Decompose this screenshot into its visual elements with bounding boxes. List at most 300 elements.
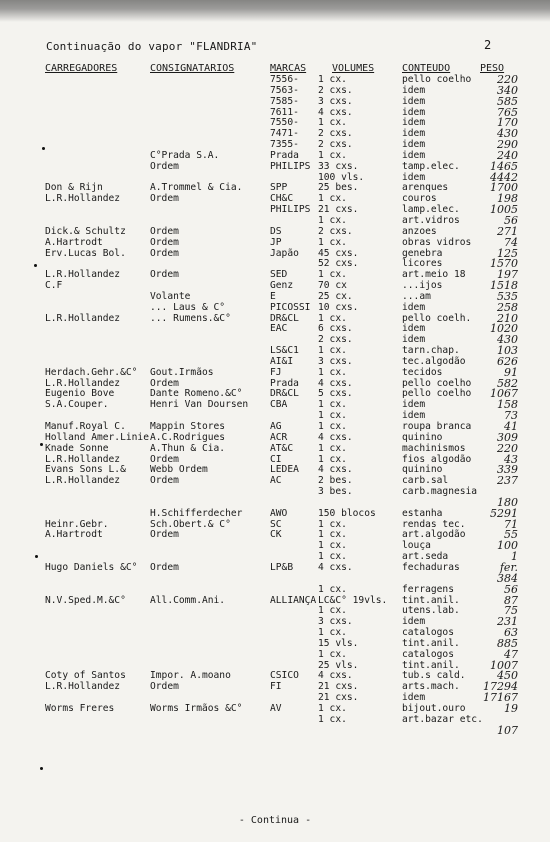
cell-volumes: 1 cx. [318, 529, 347, 541]
cell-content: fios algodão [402, 453, 472, 465]
continuation-note: - Continua - [238, 815, 312, 826]
cell-content: roupa branca [402, 421, 472, 432]
cell-content: anzoes [402, 225, 437, 237]
cell-content: ferragens [402, 583, 454, 595]
cell-weight: 220 [497, 73, 518, 86]
cell-content: art.bazar etc. [402, 713, 483, 725]
cell-shipper: Dick.& Schultz [45, 225, 126, 237]
cell-volumes: 1 cx. [318, 366, 347, 378]
cell-shipper: A.Hartrodt [45, 529, 103, 541]
cell-marks: SED [270, 269, 288, 281]
cell-volumes: 6 cxs. [318, 323, 353, 335]
scan-smudge [0, 0, 550, 22]
cell-volumes: 2 cxs. [318, 139, 353, 151]
cell-volumes: 1 cx. [318, 193, 347, 205]
cell-volumes: 1 cx. [318, 421, 347, 432]
table-row [0, 571, 550, 585]
cell-weight: 1570 [490, 257, 518, 271]
cell-marks: Japão [270, 247, 299, 259]
cell-consignee: Ordem [150, 681, 179, 693]
cell-content: louça [402, 540, 431, 552]
cell-marks: CH&C [270, 193, 294, 205]
cell-shipper: Evans Sons L.& [45, 464, 126, 476]
cell-content: pello coelho [402, 388, 472, 400]
cell-content: idem [402, 692, 426, 704]
cell-weight: 1005 [490, 203, 518, 217]
cell-consignee: Volante [150, 290, 191, 302]
table-row [0, 560, 550, 574]
cell-consignee: Ordem [150, 247, 179, 259]
cell-marks: Genz [270, 280, 294, 292]
cell-weight: 73 [504, 409, 518, 423]
cell-volumes: 3 cxs. [318, 616, 353, 628]
cell-marks: CBA [270, 399, 288, 411]
cell-marks: AT&C [270, 442, 294, 454]
cell-volumes: LC&C° 19vls. [318, 594, 388, 606]
cell-shipper: Coty of Santos [45, 670, 126, 682]
table-row [0, 94, 550, 108]
table-row [0, 723, 550, 737]
cell-weight: 17294 [483, 680, 518, 694]
cell-weight: 87 [504, 593, 518, 607]
table-row [0, 365, 550, 379]
cell-weight: 290 [497, 138, 518, 152]
cell-volumes: 21 cxs. [318, 681, 359, 693]
cell-volumes: 1 cx. [318, 214, 347, 226]
cell-shipper: Don & Rijn [45, 182, 103, 194]
cell-weight: 43 [504, 452, 518, 466]
cell-content: idem [402, 301, 426, 313]
cell-content: tec.algodão [402, 355, 466, 367]
cell-weight: 1465 [490, 159, 518, 173]
cell-weight: 340 [497, 83, 518, 97]
ink-dot [34, 264, 37, 267]
cell-weight: 1067 [490, 387, 518, 401]
cell-consignee: Gout.Irmãos [150, 366, 214, 378]
cell-weight: 125 [497, 246, 518, 260]
table-row [0, 205, 550, 216]
cell-content: tamp.elec. [402, 160, 460, 172]
cell-volumes: 1 cx. [318, 713, 347, 725]
cell-weight: 258 [497, 300, 518, 314]
cell-content: quinino [402, 464, 443, 476]
cell-marks: Prada [270, 377, 299, 389]
cell-consignee: Henri Van Doursen [150, 399, 249, 411]
cell-consignee: Ordem [150, 160, 179, 172]
cell-weight: 309 [497, 430, 518, 444]
cell-shipper: Erv.Lucas Bol. [45, 247, 126, 259]
cell-volumes: 1 cx. [318, 117, 347, 129]
cell-marks: 7585- [270, 95, 299, 107]
cell-content: licores [402, 258, 443, 270]
column-header-weight: PESO [480, 63, 505, 74]
cell-volumes: 1 cx. [318, 551, 347, 563]
cell-weight: 535 [497, 289, 518, 303]
cell-weight: 240 [497, 148, 518, 162]
cell-volumes: 21 cxs. [318, 692, 359, 704]
page-title: Continuação do vapor "FLANDRIA" [46, 40, 258, 53]
cell-weight: 74 [504, 235, 518, 249]
ink-dot [40, 443, 43, 446]
cell-marks: E [270, 290, 276, 302]
cell-marks: 7355- [270, 139, 299, 151]
cell-content: couros [402, 193, 437, 205]
cell-weight: 450 [497, 669, 518, 683]
cell-weight: 107 [497, 723, 518, 737]
cell-weight: 585 [497, 94, 518, 108]
cell-content: arts.mach. [402, 681, 460, 693]
cell-volumes: 3 cxs. [318, 95, 353, 107]
table-row [0, 636, 550, 650]
cell-weight: 271 [497, 224, 518, 238]
cell-content: catalogos [402, 648, 454, 660]
cell-volumes: 25 vls. [318, 659, 359, 671]
cell-weight: 75 [504, 604, 518, 618]
table-row [0, 628, 550, 639]
cell-volumes: 1 cx. [318, 518, 347, 530]
cell-content: idem [402, 399, 426, 411]
cell-content: pello coelho [402, 377, 472, 389]
ink-dot [40, 767, 43, 770]
cell-shipper: L.R.Hollandez [45, 312, 121, 324]
cell-consignee: A.Trommel & Cia. [150, 182, 243, 194]
cell-weight: 4442 [490, 170, 518, 184]
cell-volumes: 1 cx. [318, 627, 347, 639]
cell-volumes: 4 cxs. [318, 106, 353, 118]
cell-weight: 1700 [490, 181, 518, 195]
cell-content: arenques [402, 182, 449, 194]
cell-volumes: 4 cxs. [318, 431, 353, 443]
cell-consignee: H.Schifferdecher [150, 507, 243, 519]
cell-weight: 430 [497, 127, 518, 141]
cell-volumes: 1 cx. [318, 399, 347, 411]
ink-dot [35, 555, 38, 558]
cell-content: idem [402, 410, 426, 422]
cell-weight: 1518 [490, 279, 518, 293]
cell-content: idem [402, 171, 426, 183]
table-row [0, 715, 550, 726]
cell-weight: 19 [504, 701, 518, 715]
cell-weight: 1 [511, 550, 518, 564]
cell-consignee: Worms Irmãos &C° [150, 702, 243, 714]
table-row [0, 682, 550, 693]
cell-consignee: A.C.Rodrigues [150, 431, 226, 443]
cell-content: genebra [402, 247, 443, 259]
cell-shipper: Manuf.Royal C. [45, 421, 126, 432]
cell-volumes: 100 vls. [318, 171, 365, 183]
cell-shipper: Heinr.Gebr. [45, 518, 109, 530]
cell-volumes: 1 cx. [318, 345, 347, 357]
table-row [0, 593, 550, 607]
cell-volumes: 1 cx. [318, 540, 347, 552]
cell-marks: ACR [270, 431, 288, 443]
cell-volumes: 1 cx. [318, 149, 347, 161]
cell-marks: CSICO [270, 670, 299, 682]
table-row [0, 606, 550, 617]
cell-volumes: 4 cxs. [318, 561, 353, 573]
cell-volumes: 1 cx. [318, 410, 347, 422]
cell-content: machinismos [402, 442, 466, 454]
cell-content: tecidos [402, 366, 443, 378]
cell-marks: DS [270, 225, 282, 237]
cell-weight: 339 [497, 463, 518, 477]
cell-consignee: Ordem [150, 193, 179, 205]
cell-shipper: L.R.Hollandez [45, 269, 121, 281]
cell-content: idem [402, 616, 426, 628]
table-row [0, 441, 550, 455]
cell-shipper: L.R.Hollandez [45, 475, 121, 487]
cell-content: ...am [402, 290, 431, 302]
cell-marks: 7611- [270, 106, 299, 118]
cell-consignee: A.Thun & Cia. [150, 442, 226, 454]
cell-marks: PICOSSI [270, 301, 311, 313]
table-row [0, 324, 550, 335]
cell-weight: 5291 [490, 506, 518, 520]
cell-volumes: 1 cx. [318, 74, 347, 85]
cell-volumes: 2 cxs. [318, 334, 353, 346]
cell-marks: LEDEA [270, 464, 299, 476]
cell-weight: 170 [497, 116, 518, 130]
cell-marks: FI [270, 681, 282, 693]
cell-volumes: 3 bes. [318, 486, 353, 498]
cell-content: idem [402, 117, 426, 129]
cell-marks: SC [270, 518, 282, 530]
cell-weight: 91 [504, 365, 518, 379]
cell-volumes: 5 cxs. [318, 388, 353, 400]
cell-shipper: Hugo Daniels &C° [45, 561, 138, 573]
cell-marks: 7556- [270, 74, 299, 85]
cell-volumes: 25 cx. [318, 290, 353, 302]
cell-content: tint.anil. [402, 659, 460, 671]
cell-weight: 210 [497, 311, 518, 325]
cell-marks: PHILIPS [270, 204, 311, 216]
cell-marks: AWO [270, 507, 288, 519]
cell-volumes: 4 cxs. [318, 377, 353, 389]
cell-volumes: 1 cx. [318, 236, 347, 248]
cell-weight: 17167 [483, 691, 518, 705]
column-header-content: CONTEUDO [402, 63, 451, 74]
cell-consignee: ... Rumens.&C° [150, 312, 231, 324]
cell-marks: CK [270, 529, 282, 541]
column-header-consignee: CONSIGNATARIOS [150, 63, 235, 74]
cell-volumes: 15 vls. [318, 637, 359, 649]
cell-weight: 231 [497, 615, 518, 629]
cell-content: quinino [402, 431, 443, 443]
cell-volumes: 1 cx. [318, 312, 347, 324]
cell-volumes: 70 cx [318, 280, 347, 292]
cell-content: tub.s cald. [402, 670, 466, 682]
cell-marks: EAC [270, 323, 288, 335]
cell-volumes: 1 cx. [318, 605, 347, 617]
cell-weight: 626 [497, 354, 518, 368]
cell-volumes: 1 cx. [318, 453, 347, 465]
cell-weight: 765 [497, 105, 518, 119]
cell-weight: 56 [504, 582, 518, 596]
ink-dot [42, 147, 45, 150]
table-row [0, 235, 550, 249]
cell-consignee: Webb Ordem [150, 464, 208, 476]
cell-content: bijout.ouro [402, 702, 466, 714]
cell-weight: 1007 [490, 658, 518, 672]
cell-weight: 55 [504, 528, 518, 542]
cell-shipper: L.R.Hollandez [45, 377, 121, 389]
cell-volumes: 3 cxs. [318, 355, 353, 367]
column-header-shipper: CARREGADORES [45, 63, 118, 74]
cell-marks: PHILIPS [270, 160, 311, 172]
cell-volumes: 1 cx. [318, 583, 347, 595]
cell-weight: 41 [504, 420, 518, 433]
cell-consignee: Ordem [150, 529, 179, 541]
table-row [0, 400, 550, 411]
cell-weight: 180 [497, 495, 518, 509]
cell-marks: JP [270, 236, 282, 248]
cell-content: idem [402, 95, 426, 107]
cell-marks: 7471- [270, 128, 299, 140]
cell-content: tint.anil. [402, 637, 460, 649]
cell-content: catalogos [402, 627, 454, 639]
page-number: 2 [484, 38, 492, 52]
cell-weight: 1020 [490, 322, 518, 336]
cell-content: idem [402, 149, 426, 161]
cell-shipper: L.R.Hollandez [45, 681, 121, 693]
cell-shipper: Eugenio Bove [45, 388, 115, 400]
cell-content: utens.lab. [402, 605, 460, 617]
cell-content: idem [402, 128, 426, 140]
cell-content: idem [402, 323, 426, 335]
cell-consignee: Ordem [150, 453, 179, 465]
cell-volumes: 1 cx. [318, 269, 347, 281]
cell-marks: AV [270, 702, 282, 714]
cell-weight: 47 [504, 647, 518, 661]
cell-volumes: 2 cxs. [318, 225, 353, 237]
cell-volumes: 21 cxs. [318, 204, 359, 216]
cell-weight: 198 [497, 192, 518, 206]
cell-weight: 237 [497, 474, 518, 488]
cell-content: rendas tec. [402, 518, 466, 530]
cell-content: idem [402, 84, 426, 96]
cell-marks: SPP [270, 182, 288, 194]
cell-content: tarn.chap. [402, 345, 460, 357]
cell-weight: 103 [497, 344, 518, 358]
cell-volumes: 1 cx. [318, 648, 347, 660]
cell-marks: 7550- [270, 117, 299, 129]
table-row [0, 530, 550, 541]
cell-weight: 71 [504, 517, 518, 531]
cell-marks: LP&B [270, 561, 294, 573]
cell-consignee: Impor. A.moano [150, 670, 231, 682]
cell-marks: AG [270, 421, 282, 432]
cell-weight: 56 [504, 213, 518, 227]
cell-shipper: N.V.Sped.M.&C° [45, 594, 126, 606]
cell-weight: 197 [497, 268, 518, 282]
cell-content: ...ijos [402, 280, 443, 292]
cell-volumes: 1 cx. [318, 442, 347, 454]
cell-marks: DR&CL [270, 312, 299, 324]
table-row [0, 487, 550, 498]
cell-shipper: C.F [45, 280, 63, 292]
cell-content: art.vidros [402, 214, 460, 226]
cell-content: lamp.elec. [402, 204, 460, 216]
cell-content: fechaduras [402, 561, 460, 573]
cell-volumes: 25 bes. [318, 182, 359, 194]
cell-shipper: Herdach.Gehr.&C° [45, 366, 138, 378]
cell-weight: 384 [497, 571, 518, 585]
cell-weight: 100 [497, 539, 518, 553]
cell-volumes: 150 blocos [318, 507, 376, 519]
cell-consignee: C°Prada S.A. [150, 149, 220, 161]
cell-consignee: Mappin Stores [150, 421, 226, 432]
cell-weight: 430 [497, 333, 518, 347]
cell-content: pello coelho [402, 74, 472, 85]
table-row [0, 647, 550, 661]
cell-content: carb.sal [402, 475, 449, 487]
table-row [0, 541, 550, 552]
cell-consignee: Ordem [150, 225, 179, 237]
cell-weight: 158 [497, 398, 518, 412]
cell-marks: AI&I [270, 355, 294, 367]
cell-marks: ALLIANÇA [270, 594, 317, 606]
cell-consignee: Ordem [150, 269, 179, 281]
cell-weight: 885 [497, 636, 518, 650]
cell-content: idem [402, 334, 426, 346]
cell-volumes: 2 cxs. [318, 84, 353, 96]
cell-content: carb.magnesia [402, 486, 478, 498]
cell-consignee: ... Laus & C° [150, 301, 226, 313]
cell-shipper: L.R.Hollandez [45, 453, 121, 465]
cell-consignee: Ordem [150, 377, 179, 389]
table-row [0, 617, 550, 628]
cell-consignee: Dante Romeno.&C° [150, 388, 243, 400]
cell-weight: 63 [504, 626, 518, 640]
cell-marks: AC [270, 475, 282, 487]
cell-shipper: Worms Freres [45, 702, 115, 714]
cell-consignee: Ordem [150, 236, 179, 248]
cell-volumes: 2 cxs. [318, 128, 353, 140]
cell-shipper: Knade Sonne [45, 442, 109, 454]
cell-content: art.meio 18 [402, 269, 466, 281]
cell-volumes: 52 cxs. [318, 258, 359, 270]
cell-content: estanha [402, 507, 443, 519]
cell-volumes: 1 cx. [318, 702, 347, 714]
cell-shipper: L.R.Hollandez [45, 193, 121, 205]
cell-marks: FJ [270, 366, 282, 378]
cell-content: art.algodão [402, 529, 466, 541]
cell-volumes: 4 cxs. [318, 670, 353, 682]
table-row [0, 300, 550, 314]
cell-marks: Prada [270, 149, 299, 161]
cell-consignee: Ordem [150, 561, 179, 573]
table-row [0, 582, 550, 596]
cell-content: pello coelh. [402, 312, 472, 324]
column-header-volumes: VOLUMES [332, 63, 375, 74]
cell-volumes: 2 bes. [318, 475, 353, 487]
cell-shipper: Holland Amer.Linie [45, 431, 149, 443]
table-row [0, 159, 550, 173]
cell-marks: CI [270, 453, 282, 465]
cell-weight: 582 [497, 376, 518, 390]
cell-marks: 7563- [270, 84, 299, 96]
cell-volumes: 33 cxs. [318, 160, 359, 172]
cell-content: idem [402, 139, 426, 151]
cell-marks: LS&C1 [270, 345, 299, 357]
cell-volumes: 4 cxs. [318, 464, 353, 476]
cell-consignee: All.Comm.Ani. [150, 594, 226, 606]
cell-volumes: 10 cxs. [318, 301, 359, 313]
cell-content: tint.anil. [402, 594, 460, 606]
column-header-marks: MARCAS [270, 63, 307, 74]
cell-weight: 220 [497, 441, 518, 455]
cell-content: obras vidros [402, 236, 472, 248]
